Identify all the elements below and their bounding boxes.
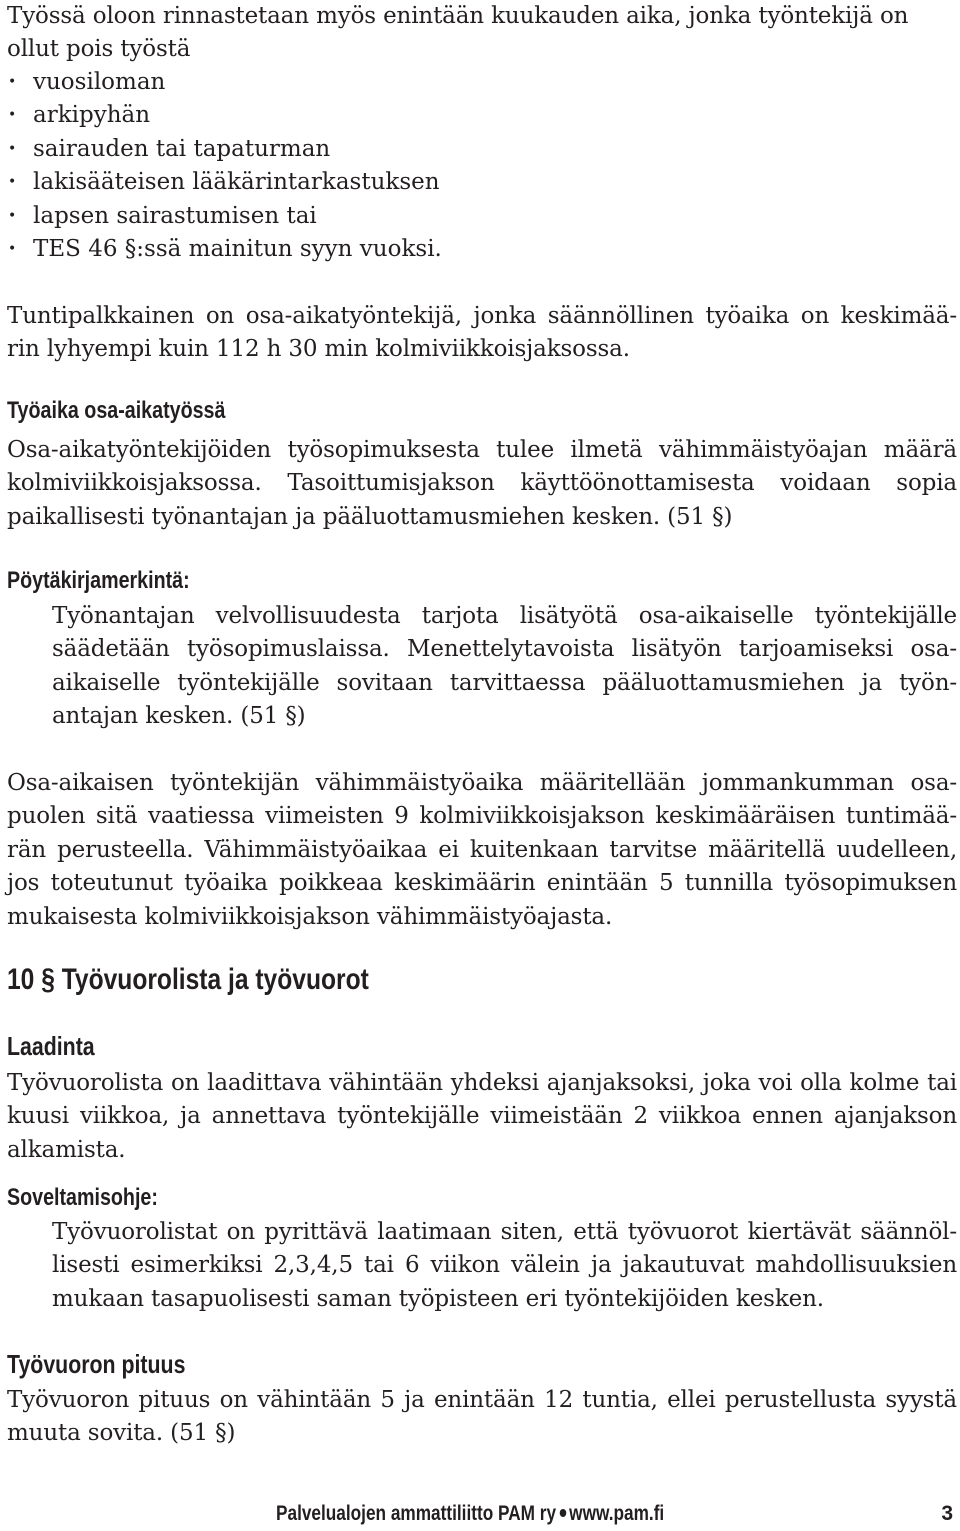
part-time-paragraph: Osa-aikatyöntekijöiden työsopimuksesta tulee ilmetä vähimmäistyöajan määrä kolmiviikkoisjaksossa. Tasoittumisjakson käyttöönottamisesta voidaan sopia paikallisesti työnantajan ja pääluottamusmiehen kesken. (51 §) [7,437,957,530]
protocol-note-heading: Pöytäkirjamerkintä: [7,567,190,594]
minimum-hours-paragraph: Osa-aikaisen työntekijän vähimmäistyöaika määritellään jommankumman osa-puolen sitä vaatiessa viimeisten 9 kolmiviikkoisjakson keskimääräisen tuntimää-rän perusteella. Vähimmäistyöaikaa ei kuitenkaan tarvitse määritellä uudelleen, jos toteutunut työaika poikkeaa keskimäärin enintään 5 tunnilla työsopimuksen mukaisesta kolmiviikkoisjakson vähimmäistyöajasta. [7,770,957,930]
part-time-heading: Työaika osa-aikatyössä [7,397,226,424]
shift-length-heading: Työvuoron pituus [7,1349,186,1379]
page-footer [276,1502,956,1526]
footer-url: www.pam.fi [569,1502,665,1525]
page-number: 3 [941,1502,953,1525]
list-item: • lakisääteisen lääkärintarkastuksen [7,166,957,199]
intro-paragraph: Työssä oloon rinnastetaan myös enintään kuukauden aika, jonka työntekijä on ollut pois työstä [7,3,909,63]
application-guide-heading: Soveltamisohje: [7,1184,158,1211]
application-guide-paragraph: Työvuorolistat on pyrittävä laatimaan siten, että työvuorot kiertävät säännöl-lisesti esimerkiksi 2,3,4,5 tai 6 viikon välein ja jakautuvat mahdollisuuksien mukaan tasapuolisesti saman työpisteen eri työntekijöiden kesken. [52,1219,957,1312]
shift-length-paragraph: Työvuoron pituus on vähintään 5 ja enintään 12 tuntia, ellei perustellusta syystä muuta sovita. (51 §) [7,1387,957,1447]
bullet-dot-icon [559,1509,566,1517]
list-item: • arkipyhän [7,99,957,132]
hourly-paragraph: Tuntipalkkainen on osa-aikatyöntekijä, jonka säännöllinen työaika on keskimää-rin lyhyempi kuin 112 h 30 min kolmiviikkoisjaksossa. [7,303,957,363]
list-item: • vuosiloman [7,66,957,99]
drafting-paragraph: Työvuorolista on laadittava vähintään yhdeksi ajanjaksoksi, joka voi olla kolme tai kuusi viikkoa, ja annettava työntekijälle viimeistään 2 viikkoa ennen ajanjakson alkamista. [7,1070,957,1163]
list-item: • TES 46 §:ssä mainitun syyn vuoksi. [7,233,957,266]
protocol-note-paragraph: Työnantajan velvollisuudesta tarjota lisätyötä osa-aikaiselle työntekijälle säädetään työsopimuslaissa. Menettelytavoista lisätyön tarjoamiseksi osa-aikaiselle työntekijälle sovitaan tarvittaessa pääluottamusmiehen ja työn-antajan kesken. (51 §) [52,603,957,730]
section-10-heading: 10 § Työvuorolista ja työvuorot [7,963,369,996]
drafting-heading: Laadinta [7,1031,95,1061]
absence-reasons-list [7,66,957,266]
list-item: • lapsen sairastumisen tai [7,200,957,233]
footer-org-name: Palvelualojen ammattiliitto PAM ry [276,1502,557,1525]
footer-organization [276,1502,664,1526]
list-item: • sairauden tai tapaturman [7,133,957,166]
